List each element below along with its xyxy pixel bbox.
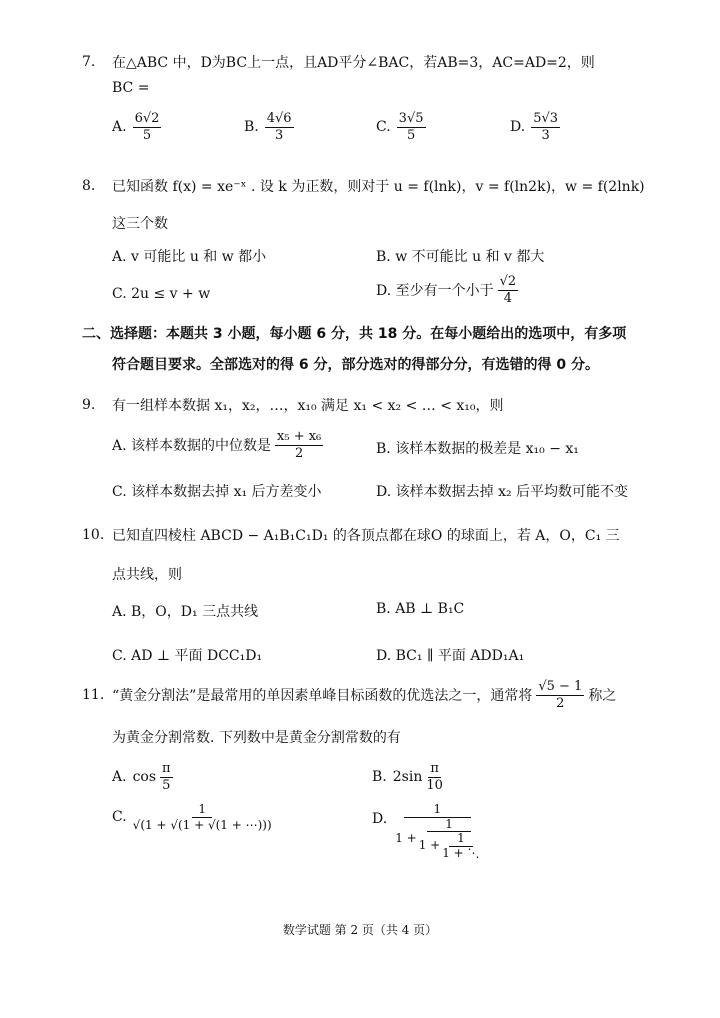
q10-option-d-text: D. BC₁ ∥ 平面 ADD₁A₁ — [376, 648, 525, 664]
section2-heading-line1: 二、选择题：本题共 3 小题，每小题 6 分，共 18 分。在每小题给出的选项中，有多项 — [82, 326, 627, 342]
q11-option-d-level2 — [419, 818, 480, 860]
q7-option-d-denominator: 3 — [541, 127, 550, 143]
q10-option-c-text: C. AD ⊥ 平面 DCC₁D₁ — [112, 648, 263, 664]
q9-option-c-text: C. 该样本数据去掉 x₁ 后方差变小 — [112, 484, 322, 500]
q11-option-d-level1-text: 1 + — [395, 831, 417, 846]
q7-option-b-denominator: 3 — [275, 127, 284, 143]
q11-golden-ratio-fraction — [536, 680, 584, 710]
section2-heading-line2: 符合题目要求。全部选对的得 6 分，部分选对的得部分分，有选错的得 0 分。 — [112, 357, 599, 373]
q8-option-d-denominator: 4 — [503, 290, 513, 306]
q11-option-d-level2-text: 1 + — [418, 838, 441, 853]
q11-option-c-label: C. — [112, 809, 127, 826]
q9-option-a-numerator: x₅ + x₆ — [277, 429, 322, 444]
q11-stem-line2: 为黄金分割常数. 下列数中是黄金分割常数的有 — [112, 730, 401, 746]
q7-option-d-numerator: 5√3 — [533, 111, 559, 126]
q9-line1 — [82, 395, 504, 415]
q8-option-b-text: B. w 不可能比 u 和 v 都大 — [376, 249, 545, 265]
q8-option-a-text: A. v 可能比 u 和 w 都小 — [112, 249, 267, 265]
q7-option-d-fraction — [531, 112, 560, 142]
q10-option-b — [376, 601, 464, 617]
q7-option-b-label: B. — [244, 119, 259, 136]
q11-option-d-level3-text: 1 + ⋱ — [442, 845, 480, 860]
q10-stem-line2: 点共线，则 — [112, 567, 182, 583]
q8-number: 8. — [82, 178, 96, 194]
q7-option-d — [510, 112, 562, 142]
q11-option-d-level1 — [395, 818, 479, 860]
q11-stem-part-a: “黄金分割法”是最常用的单因素单峰目标函数的优选法之一，通常将 — [112, 688, 533, 705]
q11-line1 — [82, 680, 616, 710]
q11-option-b — [372, 762, 445, 792]
q11-option-b-func: 2sin — [392, 769, 423, 786]
q10-option-c — [112, 645, 262, 665]
q11-option-d-level3 — [442, 832, 479, 859]
q9-option-b — [376, 438, 579, 458]
q9-stem: 有一组样本数据 x₁，x₂，…，x₁₀ 满足 x₁ < x₂ < … < x₁₀，则 — [112, 398, 504, 414]
q7-option-a — [112, 112, 163, 142]
q8-option-d-prefix: D. 至少有一个小于 — [376, 283, 494, 300]
q9-option-a — [112, 430, 325, 460]
q7-number: 7. — [82, 54, 96, 70]
q7-option-a-label: A. — [112, 119, 127, 136]
q11-stem-part-b: 称之 — [588, 688, 617, 705]
q8-line2 — [112, 213, 168, 233]
q9-option-d-text: D. 该样本数据去掉 x₂ 后平均数可能不变 — [376, 484, 629, 500]
q7-line2 — [112, 80, 149, 96]
q7-option-a-fraction — [133, 112, 162, 142]
q7-option-b-fraction — [265, 112, 294, 142]
q11-option-d-numerator: 1 — [404, 803, 472, 818]
q11-option-a-func: cos — [132, 769, 157, 786]
q11-option-d-label: D. — [372, 811, 388, 827]
q11-option-b-fraction — [426, 762, 443, 792]
q10-stem-line1: 已知直四棱柱 ABCD − A₁B₁C₁D₁ 的各顶点都在球O 的球面上，若 A，O，C₁ 三 — [112, 528, 620, 544]
q7-line1 — [82, 52, 595, 72]
q9-option-c — [112, 481, 322, 501]
q7-option-a-numerator: 6√2 — [134, 111, 160, 126]
q7-option-b — [244, 112, 296, 142]
q11-option-d — [372, 803, 480, 859]
q11-option-a-fraction — [160, 762, 173, 792]
q11-option-c — [112, 803, 274, 831]
q10-option-a-text: A. B，O，D₁ 三点共线 — [112, 604, 259, 620]
q11-option-a-numerator: π — [162, 761, 171, 776]
q8-line1 — [82, 176, 645, 196]
q10-option-a — [112, 601, 258, 621]
q10-number: 10. — [82, 527, 105, 543]
q8-option-d-numerator: √2 — [499, 274, 517, 289]
q11-number: 11. — [82, 687, 105, 704]
q7-stem-line1: 在△ABC 中，D为BC上一点，且AD平分∠BAC，若AB=3，AC=AD=2，则 — [112, 55, 595, 71]
q9-option-a-fraction — [275, 430, 323, 460]
q10-line1 — [82, 525, 620, 545]
q11-option-a-label: A. — [112, 769, 127, 786]
q11-option-c-denominator: √(1 + √(1 + √(1 + ⋯))) — [132, 817, 272, 832]
q11-option-c-fraction — [133, 803, 272, 831]
q11-option-d-level2-den — [419, 832, 480, 859]
q11-option-a — [112, 762, 175, 792]
q7-option-c-numerator: 3√5 — [398, 111, 424, 126]
q7-option-c-denominator: 5 — [406, 127, 416, 143]
q8-stem-line1: 已知函数 f(x) = xe⁻ˣ . 设 k 为正数，则对于 u = f(lnk)，v = f(ln2k)，w = f(2lnk) — [112, 179, 645, 195]
q8-option-a — [112, 246, 266, 266]
q7-option-b-numerator: 4√6 — [266, 111, 292, 126]
q11-line2 — [112, 727, 401, 747]
q8-option-c-text: C. 2u ≤ v + w — [112, 286, 211, 302]
q7-option-c — [376, 112, 428, 142]
q9-option-a-prefix: A. 该样本数据的中位数是 — [112, 438, 272, 455]
q11-golden-ratio-numerator: √5 − 1 — [538, 679, 583, 694]
q11-option-b-numerator: π — [430, 761, 439, 776]
q7-option-c-label: C. — [376, 119, 391, 136]
q7-option-a-denominator: 5 — [142, 127, 152, 143]
q8-option-b — [376, 246, 544, 266]
page-footer: 数学试题 第 2 页（共 4 页） — [282, 923, 438, 937]
q11-option-b-label: B. — [372, 769, 387, 786]
q11-option-c-numerator: 1 — [192, 803, 212, 818]
q7-option-d-label: D. — [510, 119, 526, 136]
q7-option-c-fraction — [397, 112, 426, 142]
q10-line2 — [112, 564, 182, 584]
q11-option-b-denominator: 10 — [426, 777, 443, 793]
q8-stem-line2: 这三个数 — [112, 216, 168, 232]
q8-option-d — [376, 275, 520, 305]
q9-option-b-text: B. 该样本数据的极差是 x₁₀ − x₁ — [376, 441, 579, 457]
q11-option-a-denominator: 5 — [162, 777, 171, 793]
q11-option-d-level2-numerator: 1 — [427, 818, 471, 833]
q10-option-d — [376, 645, 524, 665]
q8-option-d-fraction — [498, 275, 519, 305]
q8-option-c — [112, 286, 210, 302]
q10-option-b-text: B. AB ⊥ B₁C — [376, 601, 465, 617]
q9-option-a-denominator: 2 — [295, 445, 304, 461]
q9-number: 9. — [82, 397, 96, 413]
q9-option-d — [376, 481, 628, 501]
q11-option-d-continued-fraction — [395, 803, 479, 859]
q11-option-d-level3-numerator: 1 — [449, 832, 473, 847]
q11-golden-ratio-denominator: 2 — [556, 695, 565, 711]
q7-stem-line2: BC = — [112, 80, 150, 96]
